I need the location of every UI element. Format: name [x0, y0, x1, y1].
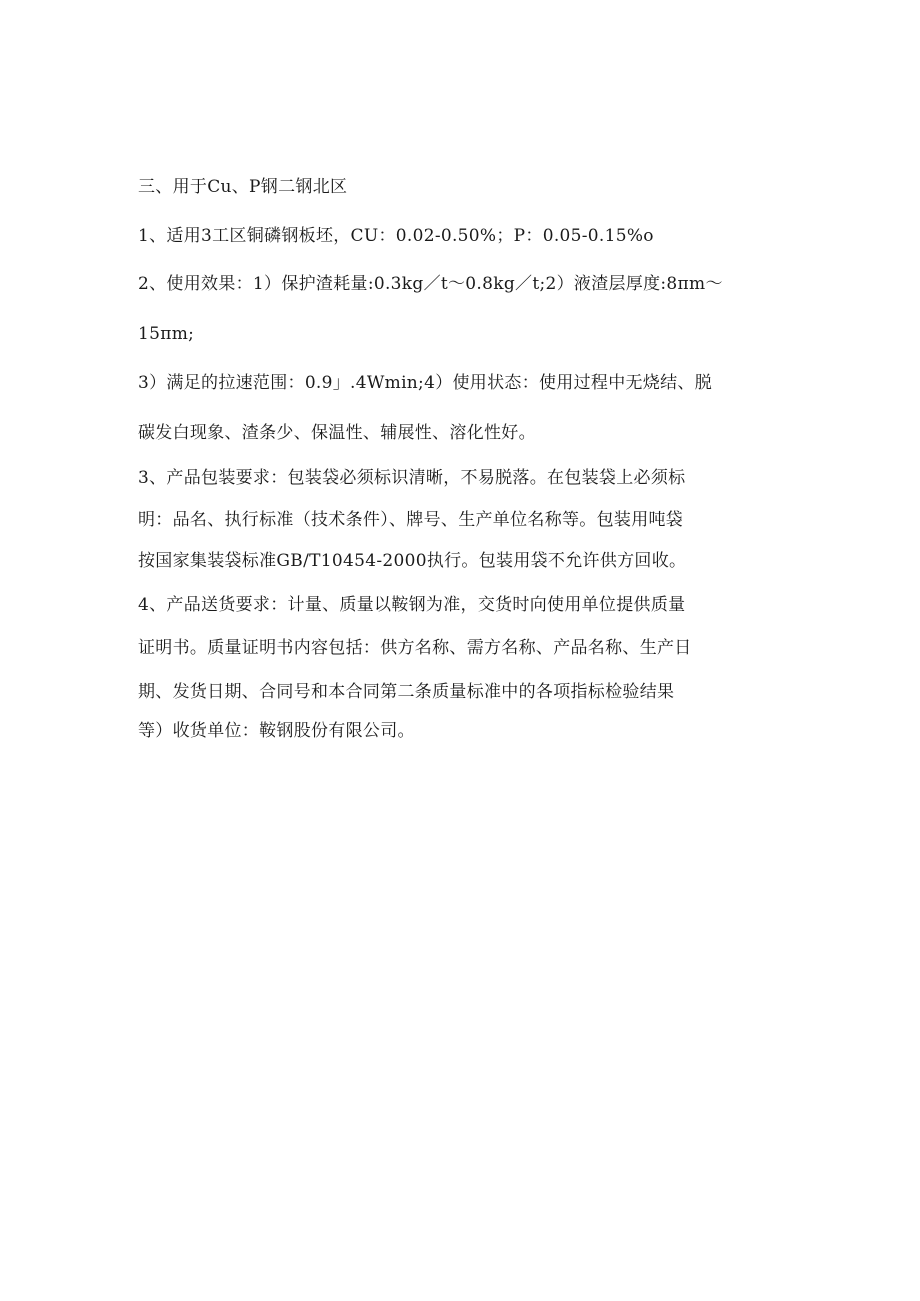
- paragraph-2-line-2: 15πm;: [138, 324, 195, 344]
- paragraph-4-line-3: 按国家集装袋标准GB/T10454-2000执行。包装用袋不允许供方回收。: [138, 551, 687, 571]
- paragraph-4-line-1: 3、产品包装要求：包装袋必须标识清晰，不易脱落。在包装袋上必须标: [138, 468, 686, 488]
- paragraph-2-line-1: 2、使用效果：1）保护渣耗量:0.3kg／t～0.8kg／t;2）液渣层厚度:8πm～: [138, 274, 723, 294]
- paragraph-3-line-1: 3）满足的拉速范围：0.9」.4Wmin;4）使用状态：使用过程中无烧结、脱: [138, 373, 712, 393]
- paragraph-5-line-4: 等）收货单位：鞍钢股份有限公司。: [138, 721, 415, 741]
- section-heading: 三、用于Cu、P钢二钢北区: [138, 177, 348, 197]
- paragraph-1-line-1: 1、适用3工区铜磷钢板坯，CU：0.02-0.50%；P：0.05-0.15%o: [138, 226, 654, 246]
- paragraph-5-line-1: 4、产品送货要求：计量、质量以鞍钢为准，交货时向使用单位提供质量: [138, 595, 686, 615]
- paragraph-5-line-2: 证明书。质量证明书内容包括：供方名称、需方名称、产品名称、生产日: [138, 638, 692, 658]
- paragraph-3-line-2: 碳发白现象、渣条少、保温性、辅展性、溶化性好。: [138, 423, 536, 443]
- paragraph-5-line-3: 期、发货日期、合同号和本合同第二条质量标准中的各项指标检验结果: [138, 682, 675, 702]
- paragraph-4-line-2: 明：品名、执行标准（技术条件）、牌号、生产单位名称等。包装用吨袋: [138, 510, 684, 530]
